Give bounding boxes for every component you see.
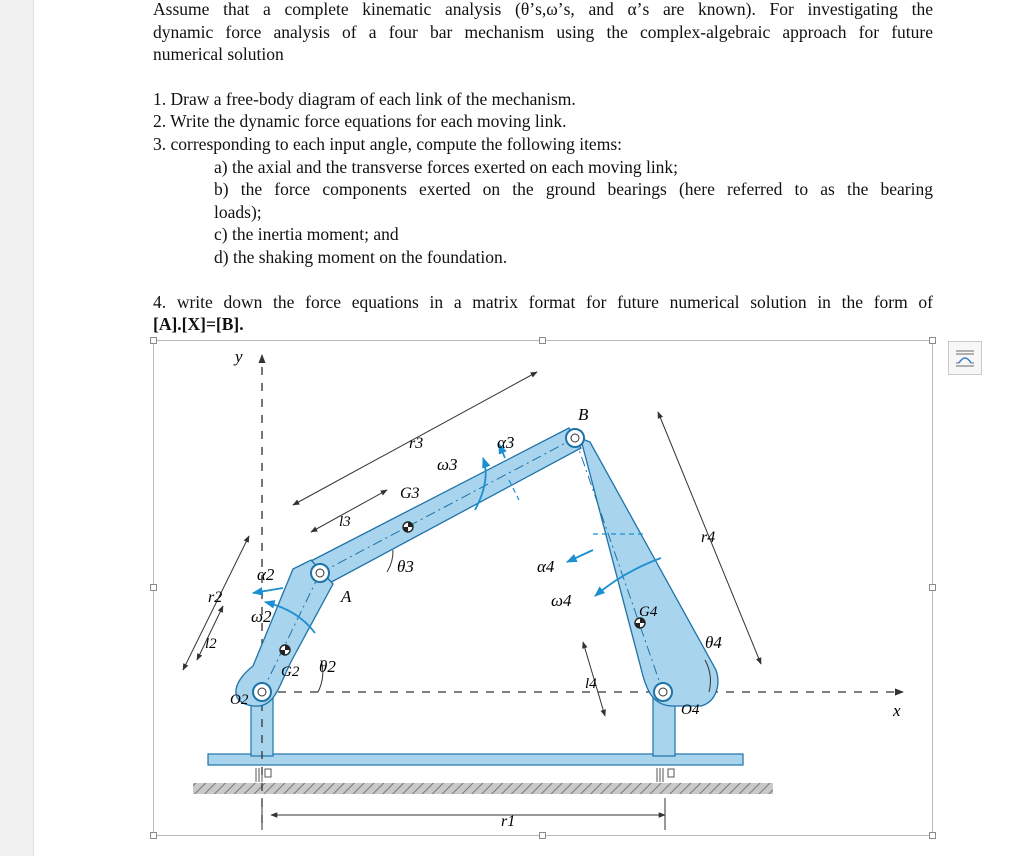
label-alpha3: α3 <box>497 433 515 452</box>
layout-options-icon <box>955 349 975 367</box>
item-a: a) the axial and the transverse forces exerted on each moving link; <box>214 156 679 177</box>
label-G3: G3 <box>400 485 420 502</box>
step-2: 2. Write the dynamic force equations for each moving link. <box>153 111 567 132</box>
label-alpha2: α2 <box>257 565 275 584</box>
step-3: 3. corresponding to each input angle, compute the following items: <box>153 133 622 154</box>
page-left-margin <box>0 0 34 856</box>
label-omega4: ω4 <box>551 591 572 610</box>
label-A: A <box>341 587 352 606</box>
label-G4: G4 <box>639 604 658 620</box>
alpha4-arrow <box>567 550 593 562</box>
four-bar-mechanism-figure <box>153 340 933 836</box>
bolt-right <box>657 768 674 782</box>
label-B: B <box>578 405 589 424</box>
link-4 <box>568 433 718 706</box>
intro-line-1: Assume that a complete kinematic analysis (θ’s,ω’s, and α’s are known). For investigating the <box>153 0 933 19</box>
layout-options-button[interactable] <box>948 341 982 375</box>
label-r3: r3 <box>409 435 424 452</box>
label-l2: l2 <box>205 636 217 652</box>
step-4-line-1: 4. write down the force equations in a matrix format for future numerical solution in the form of <box>153 291 933 312</box>
document-body[interactable] <box>153 0 933 336</box>
label-theta4: θ4 <box>705 633 722 652</box>
label-O2: O2 <box>230 692 249 708</box>
item-b-line-2: loads); <box>214 201 262 222</box>
label-omega3: ω3 <box>437 455 458 474</box>
item-d: d) the shaking moment on the foundation. <box>214 246 508 267</box>
theta3-arc <box>387 550 393 572</box>
label-l3: l3 <box>339 514 351 530</box>
label-r4: r4 <box>701 529 716 546</box>
label-G2: G2 <box>281 664 300 680</box>
alpha2-arrow <box>253 588 283 593</box>
label-theta3: θ3 <box>397 557 414 576</box>
step-1: 1. Draw a free-body diagram of each link of the mechanism. <box>153 88 576 109</box>
label-r2: r2 <box>208 589 223 606</box>
label-omega2: ω2 <box>251 607 272 626</box>
item-c: c) the inertia moment; and <box>214 224 399 245</box>
label-theta2: θ2 <box>319 657 336 676</box>
cg-g2 <box>280 645 290 655</box>
item-b-line-1: b) the force components exerted on the ground bearings (here referred to as the bearing <box>214 179 933 200</box>
cg-g3 <box>403 522 413 532</box>
label-alpha4: α4 <box>537 557 555 576</box>
label-O4: O4 <box>681 702 700 718</box>
label-l4: l4 <box>585 676 597 692</box>
intro-line-3: numerical solution <box>153 44 284 65</box>
label-y: y <box>235 347 243 366</box>
ground-hatch <box>193 783 773 794</box>
bolt-left <box>256 768 271 782</box>
label-x: x <box>893 701 901 720</box>
step-4-formula: [A].[X]=[B]. <box>153 314 244 335</box>
intro-line-2: dynamic force analysis of a four bar mechanism using the complex-algebraic approach for future <box>153 21 933 42</box>
label-r1: r1 <box>501 813 516 830</box>
